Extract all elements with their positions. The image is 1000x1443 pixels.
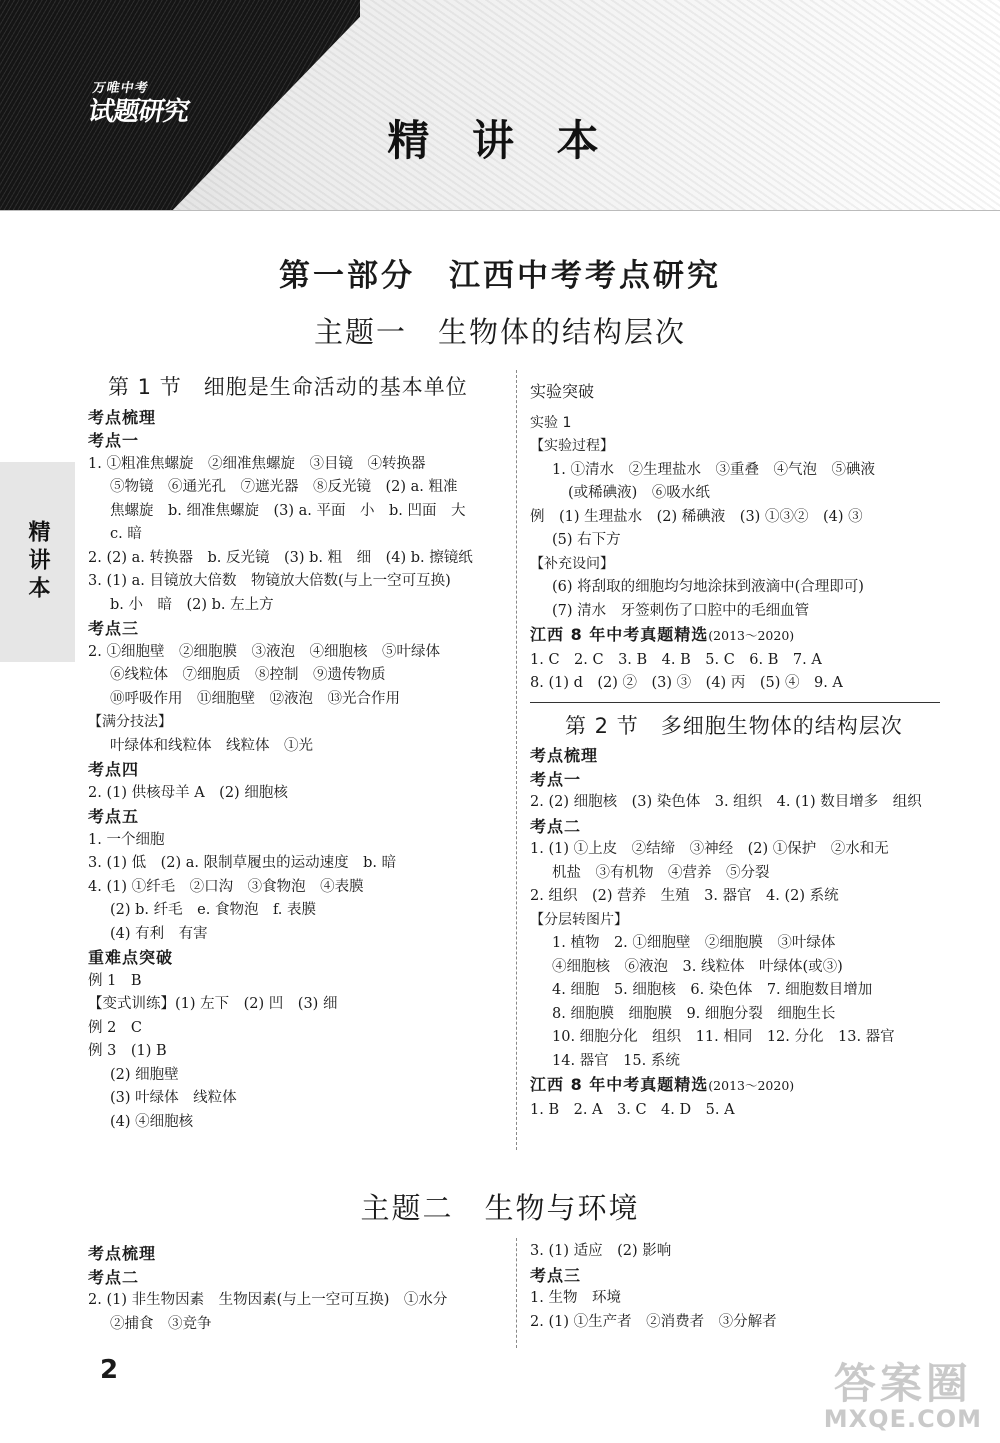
right-column [530,380,950,1122]
answer-line: b. 小 暗 (2) b. 左上方 [110,596,274,613]
page-header [0,0,1000,211]
watermark [823,1359,982,1433]
answer-line: 2. (2) a. 转换器 b. 反光镜 (3) b. 粗 细 (4) b. 擦镜纸 [88,549,473,566]
heading-guocheng: 【实验过程】 [530,438,614,454]
bottom-right-column [530,1240,950,1334]
heading-kd3: 考点三 [530,1265,582,1285]
section1-title: 第 1 节 细胞是生命活动的基本单位 [108,375,468,399]
answer-line: 1. ①清水 ②生理盐水 ③重叠 ④气泡 ⑤碘液 [552,461,875,478]
heading-shuli: 考点梳理 [88,1244,157,1263]
answer-line: 例 3 (1) B [88,1043,167,1059]
zhenti2-years: (2013～2020) [708,1078,795,1093]
heading-shiyan: 实验突破 [530,382,595,401]
zhenti-label: 江西 8 年中考真题精选 [530,625,709,644]
heading-kd2: 考点二 [530,816,582,836]
answer-line: 2. (1) 非生物因素 生物因素(与上一空可互换) ①水分 [88,1292,448,1308]
watermark-line1: 答案圈 [833,1359,972,1408]
section-separator [530,702,940,703]
header-title: 精 讲 本 [387,116,613,165]
answer-line: 2. (2) 细胞核 (3) 染色体 3. 组织 4. (1) 数目增多 组织 [530,794,922,810]
answer-line: 3. (1) a. 目镜放大倍数 物镜放大倍数(与上一空可互换) [88,573,451,589]
page-number: 2 [100,1355,119,1385]
heading-shuli: 考点梳理 [530,746,599,765]
answer-line: ④细胞核 ⑥液泡 3. 线粒体 叶绿体(或③) [552,958,843,975]
answer-line: 3. (1) 适应 (2) 影响 [530,1243,672,1259]
answer-line: 1. (1) ①上皮 ②结缔 ③神经 (2) ①保护 ②水和无 [530,841,889,857]
answer-line: ⑩呼吸作用 ⑪细胞壁 ⑫液泡 ⑬光合作用 [110,690,400,707]
answer-line: 4. (1) ①纤毛 ②口沟 ③食物泡 ④表膜 [88,878,364,895]
answer-line: (或稀碘液) ⑥吸水纸 [568,485,710,501]
heading-kd1: 考点一 [530,769,582,789]
answer-line: (4) 有利 有害 [110,925,208,942]
answer-line: c. 暗 [110,526,142,542]
answer-line: 1. B 2. A 3. C 4. D 5. A [530,1101,735,1118]
answer-line: (4) ④细胞核 [110,1113,194,1130]
section2-title: 第 2 节 多细胞生物体的结构层次 [565,713,903,738]
answer-line: 1. C 2. C 3. B 4. B 5. C 6. B 7. A [530,651,822,668]
heading-fenceng: 【分层转图片】 [530,911,628,928]
answer-line: 8. 细胞膜 细胞膜 9. 细胞分裂 细胞生长 [552,1005,836,1022]
side-tab-label: 精讲本 [25,520,50,604]
answer-line: 焦螺旋 b. 细准焦螺旋 (3) a. 平面 小 b. 凹面 大 [110,502,466,519]
answer-line: 14. 器官 15. 系统 [552,1052,680,1069]
heading-kd1: 考点一 [88,431,140,450]
topic2-title: 主题二 生物与环境 [360,1191,640,1225]
heading-kd2: 考点二 [88,1267,140,1287]
zhenti2-heading [530,1073,950,1099]
column-divider [516,370,517,1150]
answer-line: 4. 细胞 5. 细胞核 6. 染色体 7. 细胞数目增加 [552,982,873,998]
heading-kd3: 考点三 [88,619,140,638]
answer-line: 2. (1) 供核母羊 A (2) 细胞核 [88,784,288,801]
heading-zhongnan: 重难点突破 [88,948,174,967]
logo-line1: 万唯中考 [91,81,150,96]
answer-line: 1. ①粗准焦螺旋 ②细准焦螺旋 ③目镜 ④转换器 [88,455,426,472]
logo-line2: 试题研究 [85,97,192,127]
bottom-left-column [88,1242,508,1336]
answer-line: 8. (1) d (2) ② (3) ③ (4) 丙 (5) ④ 9. A [530,675,843,691]
answer-line: 例 1 B [88,972,142,989]
answer-line: 1. 植物 2. ①细胞壁 ②细胞膜 ③叶绿体 [552,935,836,951]
left-column [88,376,508,1134]
heading-buchong: 【补充设问】 [530,555,614,572]
answer-line: 1. 生物 环境 [530,1290,621,1306]
answer-line: 2. (1) ①生产者 ②消费者 ③分解者 [530,1313,777,1330]
heading-kd4: 考点四 [88,760,140,779]
zhenti2-label: 江西 8 年中考真题精选 [530,1075,709,1094]
column-divider-bottom [516,1238,517,1348]
heading-shiyan1: 实验 1 [530,414,572,431]
answer-line: 例 2 C [88,1019,142,1036]
answer-line: (2) b. 纤毛 e. 食物泡 f. 表膜 [110,902,317,918]
answer-line: 机盐 ③有机物 ④营养 ⑤分裂 [552,864,770,881]
answer-line: 1. 一个细胞 [88,831,165,848]
answer-line: 3. (1) 低 (2) a. 限制草履虫的运动速度 b. 暗 [88,855,397,871]
answer-line: (2) 细胞壁 [110,1066,179,1083]
answer-line: (5) 右下方 [552,532,621,548]
answer-line: 【变式训练】(1) 左下 (2) 凹 (3) 细 [88,996,338,1012]
answer-line: ⑥线粒体 ⑦细胞质 ⑧控制 ⑨遗传物质 [110,667,386,683]
answer-line: (6) 将刮取的细胞均匀地涂抹到液滴中(合理即可) [552,579,864,595]
answer-line: 例 (1) 生理盐水 (2) 稀碘液 (3) ①③② (4) ③ [530,508,863,525]
answer-line: (7) 清水 牙签刺伤了口腔中的毛细血管 [552,602,810,619]
zhenti-heading [530,623,950,649]
part-title: 第一部分 江西中考考点研究 [279,258,721,294]
answer-line: 2. 组织 (2) 营养 生殖 3. 器官 4. (2) 系统 [530,888,839,904]
answer-line: 叶绿体和线粒体 线粒体 ①光 [110,737,313,754]
heading-manfen: 【满分技法】 [88,714,172,730]
watermark-line2: MXQE.COM [823,1405,982,1433]
answer-line: 2. ①细胞壁 ②细胞膜 ③液泡 ④细胞核 ⑤叶绿体 [88,643,440,660]
heading-kaodian-shuli: 考点梳理 [88,407,157,427]
heading-kd5: 考点五 [88,807,140,826]
side-tab [0,462,75,662]
answer-line: ②捕食 ③竞争 [110,1315,212,1332]
answer-line: ⑤物镜 ⑥通光孔 ⑦遮光器 ⑧反光镜 (2) a. 粗准 [110,479,458,495]
answer-line: 10. 细胞分化 组织 11. 相同 12. 分化 13. 器官 [552,1029,895,1045]
topic1-title: 主题一 生物体的结构层次 [313,315,686,349]
zhenti-years: (2013～2020) [708,628,795,643]
answer-line: (3) 叶绿体 线粒体 [110,1090,237,1106]
